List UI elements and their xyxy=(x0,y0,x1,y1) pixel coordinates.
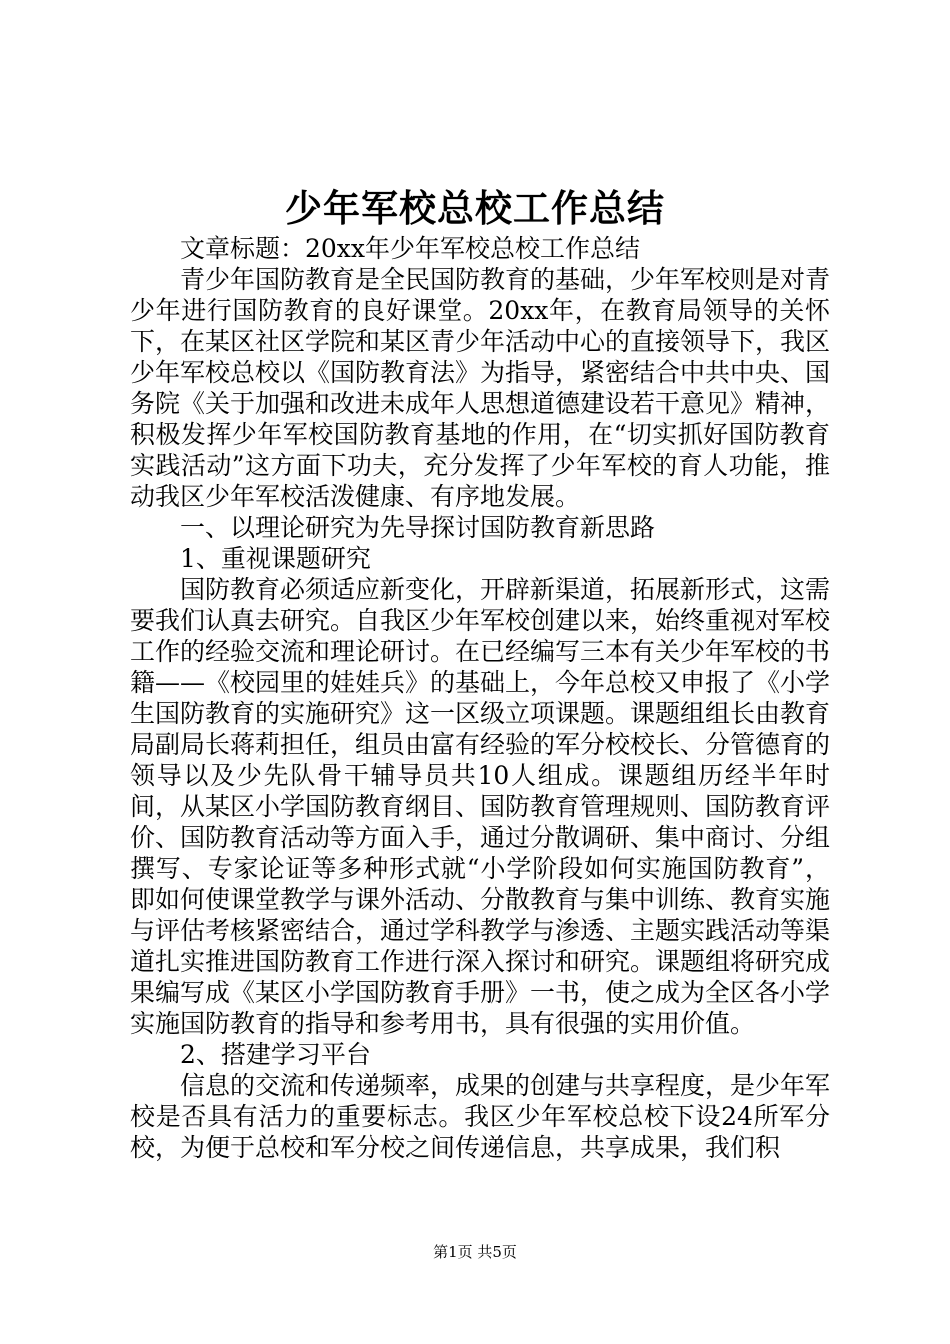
subheading-1-1: 1、重视课题研究 xyxy=(180,544,371,573)
document-body xyxy=(130,233,830,1163)
subheading-1-2: 2、搭建学习平台 xyxy=(180,1040,371,1069)
page-footer: 第1页 共5页 xyxy=(433,1243,517,1261)
intro-paragraph: 青少年国防教育是全民国防教育的基础，少年军校则是对青少年进行国防教育的良好课堂。20xx年，在教育局领导的关怀下，在某区社区学院和某区青少年活动中心的直接领导下，我区少年军校总校以《国防教育法》为指导，紧密结合中共中央、国务院《关于加强和改进未成年人思想道德建设若干意见》精神，积极发挥少年军校国防教育基地的作用，在“切实抓好国防教育实践活动”这方面下功夫，充分发挥了少年军校的育人功能，推动我区少年军校活泼健康、有序地发展。 xyxy=(130,265,831,511)
platform-paragraph: 信息的交流和传递频率，成果的创建与共享程度，是少年军校是否具有活力的重要标志。我区少年军校总校下设24所军分校，为便于总校和军分校之间传递信息，共享成果，我们积 xyxy=(130,1071,831,1162)
article-title-line: 文章标题：20xx年少年军校总校工作总结 xyxy=(180,234,641,263)
research-paragraph: 国防教育必须适应新变化，开辟新渠道，拓展新形式，这需要我们认真去研究。自我区少年军校创建以来，始终重视对军校工作的经验交流和理论研讨。在已经编写三本有关少年军校的书籍——《校园里的娃娃兵》的基础上，今年总校又申报了《小学生国防教育的实施研究》这一区级立项课题。课题组组长由教育局副局长蒋莉担任，组员由富有经验的军分校校长、分管德育的领导以及少先队骨干辅导员共10人组成。课题组历经半年时间，从某区小学国防教育纲目、国防教育管理规则、国防教育评价、国防教育活动等方面入手，通过分散调研、集中商讨、分组撰写、专家论证等多种形式就“小学阶段如何实施国防教育”，即如何使课堂教学与课外活动、分散教育与集中训练、教育实施与评估考核紧密结合，通过学科教学与渗透、主题实践活动等渠道扎实推进国防教育工作进行深入探讨和研究。课题组将研究成果编写成《某区小学国防教育手册》一书，使之成为全区各小学实施国防教育的指导和参考用书，具有很强的实用价值。 xyxy=(130,575,831,1038)
section-heading-1: 一、以理论研究为先导探讨国防教育新思路 xyxy=(180,513,656,542)
document-title: 少年军校总校工作总结 xyxy=(285,186,665,230)
